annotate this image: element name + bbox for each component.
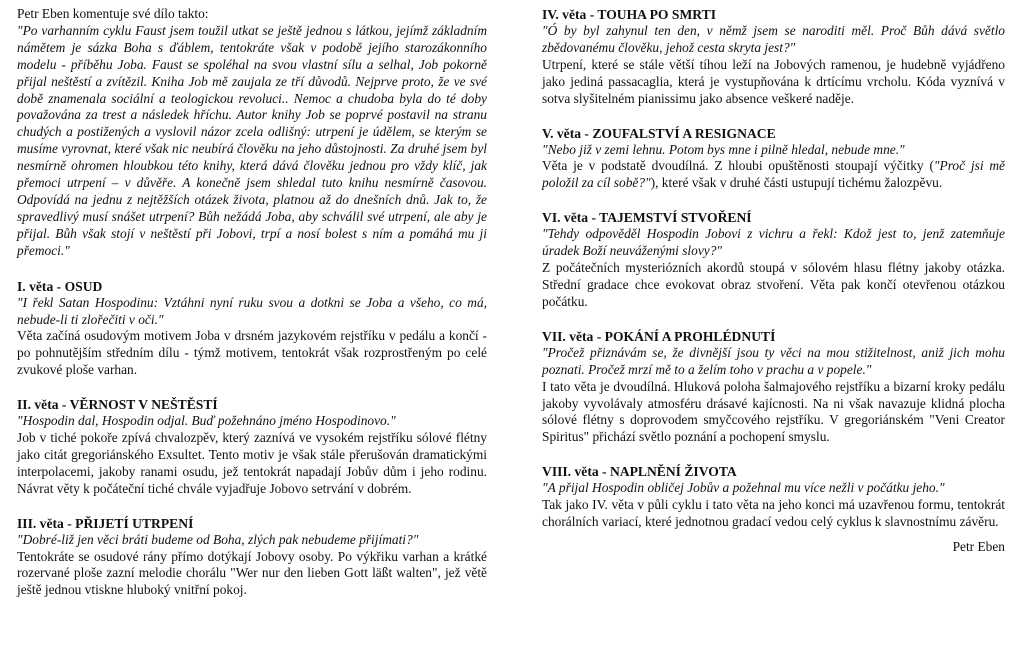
- movement-4-text: Utrpení, které se stále větší tíhou leží na Jobových ramenou, je hudebně vyjádřeno jako jediná passacaglia, která je vystupňována k drtícímu vrcholu. Kóda vyznívá v sotva slyšitelném pianissimu jako absence veškeré naděje.: [542, 56, 1005, 106]
- movement-8: [542, 463, 1005, 531]
- movement-4-heading: IV. věta - TOUHA PO SMRTI: [542, 7, 716, 22]
- movement-4: [542, 6, 1005, 108]
- movement-7-text: I tato věta je dvoudílná. Hluková poloha šalmajového rejstříku a bizarní kroky pedálu jakoby vyvolávaly atmosféru drásavé kajícnosti. Na ni však navazuje klidná plocha sólové flétny s doprovodem smyčcového rejstříku. V gregoriánském "Veni Creator Spiritus" přichází světlo poznání a pochopení smyslu.: [542, 378, 1005, 445]
- movement-2-heading: II. věta - VĚRNOST V NEŠTĚSTÍ: [17, 397, 218, 413]
- movement-6-text: Z počátečních mysteriózních akordů stoupá v sólovém hlasu flétny jakoby otázka. Střední gradace chce evokovat obraz stvoření. Věta pak končí otevřenou otázkou počátku.: [542, 260, 1005, 309]
- movement-3-quote: "Dobré-liž jen věci bráti budeme od Boha, zlých pak nebudeme přijímati?": [17, 531, 419, 547]
- movement-8-heading: VIII. věta - NAPLNĚNÍ ŽIVOTA: [542, 464, 737, 480]
- movement-8-quote: "A přijal Hospodin obličej Jobův a požehnal mu více nežli v počátku jeho.": [542, 480, 945, 496]
- movement-4-quote: "Ó by byl zahynul ten den, v němž jsem se naroditi měl. Proč Bůh dává světlo zbědovanému člověku, jehož cesta skryta jest?": [542, 23, 1005, 55]
- movement-1-heading: I. věta - OSUD: [17, 278, 103, 294]
- movement-3-text: Tentokráte se osudové rány přímo dotýkají Jobovy osoby. Po výkřiku varhan a krátké rozervané ploše zazní melodie chorálu "Wer nur den lieben Gott läßt walten", jež větě ještě jednou vtiskne hluboký vnitřní pokoj.: [17, 548, 487, 598]
- intro-section: [17, 6, 487, 260]
- movement-8-text: Tak jako IV. věta v půli cyklu i tato věta na jeho konci má uzavřenou formu, tentokrát chorálních variací, které jednotnou gradací vedou celý cyklus k slavnostnímu závěru.: [542, 497, 1005, 530]
- movement-7-heading: VII. věta - POKÁNÍ A PROHLÉDNUTÍ: [542, 328, 776, 344]
- movement-5-text-after: ), které však v druhé části ustupují tichému žalozpěvu.: [650, 175, 943, 191]
- intro-lead: Petr Eben komentuje své dílo takto:: [17, 6, 209, 21]
- movement-7: [542, 328, 1005, 446]
- movement-2-text: Job v tiché pokoře zpívá chvalozpěv, který zaznívá ve vysokém rejstříku sólové flétny jako citát gregoriánského Exsultet. Tento motiv je však stále přerušován dramatickými interpolacemi, jakoby ranami osudu, jež tentokrát napadají Jobův dům i jeho rodinu. Návrat věty k počáteční tiché chvále vyjadřuje Jobovo setrvání v dobrém.: [17, 430, 487, 496]
- movement-6-quote: "Tehdy odpověděl Hospodin Jobovi z vichru a řekl: Kdož jest to, jenž zatemňuje úradek Boží neuváženými slovy?": [542, 226, 1005, 259]
- movement-2: [17, 396, 487, 498]
- movement-1: [17, 278, 487, 380]
- left-column: [17, 6, 487, 599]
- movement-7-quote: "Pročež přiznávám se, že divnější jsou ty věci na mou stižitelnost, aniž jich mohu poznati. Pročež mrzí mě to a želím toho v prachu a v popele.": [542, 344, 1005, 377]
- movement-5-quote: "Nebo již v zemi lehnu. Potom bys mne i pilně hledal, nebude mne.": [542, 141, 905, 157]
- movement-3: [17, 515, 487, 600]
- movement-2-quote: "Hospodin dal, Hospodin odjal. Buď požehnáno jméno Hospodinovo.": [17, 413, 396, 429]
- movement-5-text-before: Věta je v podstatě dvoudílná. Z hloubi opuštěnosti stoupají výčitky (: [542, 158, 934, 174]
- movement-1-quote: "I řekl Satan Hospodinu: Vztáhni nyní ruku svou a dotkni se Joba a všeho, co má, nebude-li ti zlořečiti v oči.": [17, 294, 487, 327]
- intro-quote: "Po varhanním cyklu Faust jsem toužil utkat se ještě jednou s látkou, jejímž základním námětem je sázka Boha s ďáblem, tentokráte však v podobě jejího starozákonního modelu - příběhu Joba. Faust se spoléhal na svou vlastní sílu a selhal, Job pokorně přijal neštěstí a zvítězil. Kniha Job mě zaujala ze tří důvodů. Nejprve proto, že ve své době znamenala sociální a teologickou revoluci.. Nemoc a chudoba byla do té doby považována za trest a následek hříchu. Autor knihy Job se poprvé postavil na stranu chudých a postižených a vyslovil názor zcela odlišný: utrpení je údělem, se kterým se musíme vyrovnat, které však nic neubírá člověku na jeho důstojnosti. Za druhé jsem byl nesmírně ohromen hloubkou této knihy, která dává člověku jednou pro vždy klíč, jak přemoci utrpení – v důvěře. A konečně jsem shledal tuto knihu nesmírně časovou. Odpovídá na jednu z nejtěžších otázek života, platnou až do dnešních dnů. Jak to, že spravedlivý musí snášet utrpení? Bůh nežádá Joba, aby schválil své utrpení, ale aby je přijal. Bůh však stojí v neštěstí při Jobovi, trpí a nosí bolest s ním a pomáhá mu ji přemoci.": [17, 22, 487, 258]
- movement-5-heading: V. věta - ZOUFALSTVÍ A RESIGNACE: [542, 125, 776, 141]
- movement-3-heading: III. věta - PŘIJETÍ UTRPENÍ: [17, 515, 194, 531]
- movement-6-heading: VI. věta - TAJEMSTVÍ STVOŘENÍ: [542, 210, 752, 226]
- signature: Petr Eben: [952, 538, 1005, 554]
- movement-5-text-italic: "Proč jsi mě položil za cíl sobě?": [542, 158, 1005, 191]
- movement-6: [542, 209, 1005, 311]
- movement-5: [542, 125, 1005, 193]
- right-column: [542, 6, 1005, 556]
- movement-1-text: Věta začíná osudovým motivem Joba v drsném jazykovém rejstříku v pedálu a končí - po pohnutějším středním dílu - týmž motivem, tentokrát však rozprostřeným po celé zvukové ploše varhan.: [17, 328, 487, 378]
- movement-5-text: [542, 158, 1005, 192]
